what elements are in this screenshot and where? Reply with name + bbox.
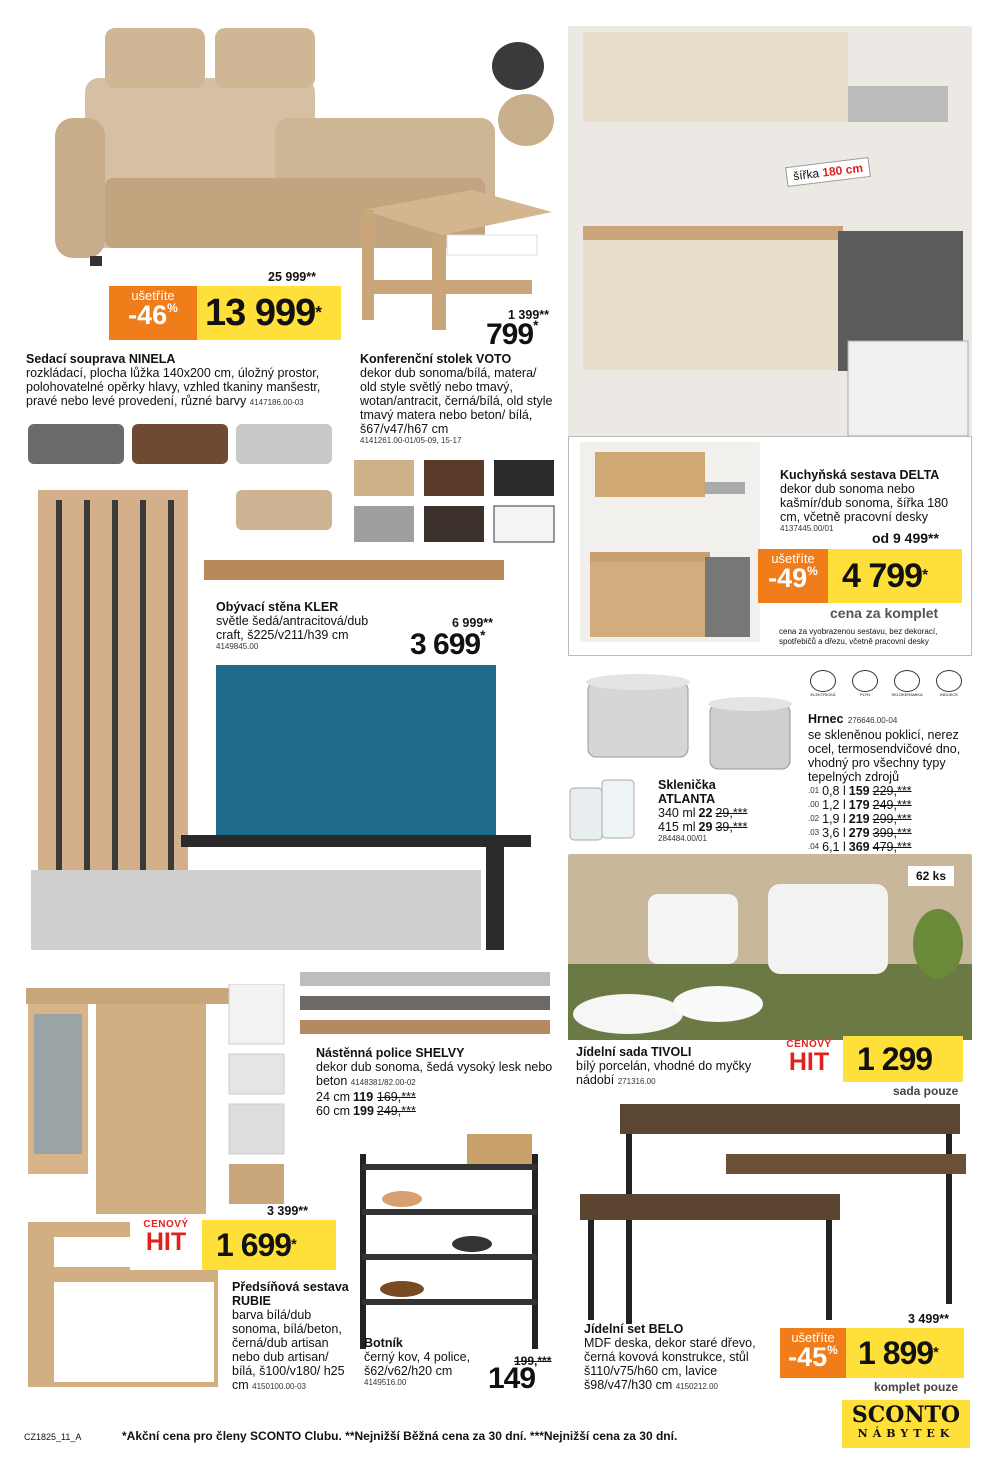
table-row: .03 3,6 l 279 399,***	[808, 826, 912, 840]
dinner-desc: bílý porcelán, vhodné do myčky nádobí 271316.00	[576, 1059, 752, 1087]
belo-title: Jídelní set BELO	[584, 1322, 684, 1336]
table-title: Konferenční stolek VOTO	[360, 352, 512, 366]
dinner-price: 1 299	[843, 1036, 963, 1082]
glass-title: Sklenička ATLANTA	[658, 778, 716, 806]
kitchen-variant-image	[580, 442, 760, 642]
dinner-badge: 62 ks	[908, 866, 954, 886]
kitchen-title: Kuchyňská sestava DELTA	[780, 468, 940, 482]
belo-old-price: 3 499**	[908, 1312, 950, 1326]
kitchen-note: cena za vyobrazenou sestavu, bez dekorací, spotřebičů a dřezu, včetně pracovní desky	[779, 627, 938, 646]
hall-title: Předsíňová sestava RUBIE	[232, 1280, 349, 1308]
dining-set-image	[576, 1104, 976, 1324]
shoe-code: 4149516.00	[364, 1378, 407, 1387]
table-row: 415 ml 29 39,***	[658, 820, 748, 834]
shelves-image	[298, 972, 554, 1038]
table-old-price: 1 399**	[508, 308, 550, 322]
table-price: 799*	[486, 318, 538, 351]
footer-disclaimer: *Akční cena pro členy SCONTO Clubu. **Nejnižší Běžná cena za 30 dní. ***Nejnižší cena za 30 dní.	[122, 1429, 678, 1443]
table-row: 340 ml 22 29,***	[658, 806, 748, 820]
kitchen-set-label: cena za komplet	[830, 605, 939, 621]
pot-price-table	[808, 784, 915, 854]
shoe-rack-image	[352, 1124, 552, 1354]
hob-icons	[806, 670, 966, 704]
wall-unit-image	[26, 490, 546, 950]
table-row: .04 6,1 l 369 479,***	[808, 840, 912, 854]
shelf-desc: dekor dub sonoma, šedá vysoký lesk nebo beton 4148381/82.00-02	[316, 1060, 553, 1088]
pot-desc: se skleněnou poklicí, nerez ocel, termosendvičové dno, vhodný pro všechny typy tepelných zdrojů	[808, 728, 961, 784]
wall-code: 4149845.00	[216, 642, 259, 651]
footer-code: CZ1825_11_A	[24, 1432, 82, 1442]
sofa-old-price: 25 999**	[268, 270, 316, 284]
sofa-save-label: ušetříte	[131, 288, 175, 303]
glass-price-table	[658, 806, 750, 834]
shoe-title: Botník	[364, 1336, 403, 1350]
dinner-note: sada pouze	[893, 1084, 959, 1098]
kitchen-price: 4 799*	[828, 549, 962, 603]
belo-desc: MDF deska, dekor staré dřevo, černá kovová konstrukce, stůl š110/v75/h60 cm, lavice š98/v47/h30 cm 4150212.00	[584, 1336, 756, 1392]
table-code: 4141261.00-01/05-09, 15-17	[360, 436, 462, 445]
kitchen-image	[568, 26, 972, 436]
shelf-price-table	[316, 1090, 419, 1118]
shoe-price: 149	[488, 1362, 536, 1395]
hall-desc: barva bílá/dub sonoma, bílá/beton, černá/dub artisan nebo dub artisan/ bílá, š100/v180/ h25 cm 4150100.00-03	[232, 1308, 345, 1392]
sofa-save-pct: -46	[128, 300, 168, 330]
sofa-title: Sedací souprava NINELA	[26, 352, 176, 366]
belo-price: 1 899*	[846, 1328, 964, 1378]
pot-title: Hrnec 276646.00-04	[808, 712, 898, 726]
table-row: 60 cm 199 249,***	[316, 1104, 416, 1118]
glass-code: 284484.00/01	[658, 834, 707, 843]
electric-hob-icon: ELEKTRICKÁ	[806, 670, 840, 704]
shoe-desc: černý kov, 4 police, š62/v62/h20 cm	[364, 1350, 471, 1378]
wall-title: Obývací stěna KLER	[216, 600, 339, 614]
sofa-desc: rozkládací, plocha lůžka 140x200 cm, úložný prostor, polohovatelné opěrky hlavy, vzhled tkaniny manšestr, pravé nebo levé provedení, různé barvy 4147186.00-03	[26, 366, 321, 408]
fabric-swatch-image	[488, 38, 558, 148]
glasses-image	[568, 776, 638, 846]
ceramic-hob-icon: SKLOKERAMIKA	[890, 670, 924, 704]
table-row: 24 cm 119 169,***	[316, 1090, 416, 1104]
hall-hit-badge: CENOVÝ HIT	[130, 1220, 202, 1270]
induction-hob-icon: INDUKCE	[932, 670, 966, 704]
kitchen-code: 4137445.00/01	[780, 524, 834, 533]
table-row: .00 1,2 l 179 249,***	[808, 798, 912, 812]
belo-note: komplet pouze	[874, 1380, 959, 1394]
hall-set-image	[24, 984, 294, 1214]
hall-old-price: 3 399**	[267, 1204, 309, 1218]
wall-desc: světle šedá/antracitová/dub craft, š225/v211/h39 cm	[216, 614, 369, 642]
kitchen-old-price: od 9 499**	[872, 530, 939, 546]
dinner-hit-badge: CENOVÝ HIT	[775, 1040, 843, 1082]
kitchen-width-tag: šířka 180 cm	[785, 157, 871, 187]
table-desc: dekor dub sonoma/bílá, matera/ old style světlý nebo tmavý, wotan/antracit, černá/bílá, old style tmavý matera nebo beton/ bílá, š67/v47/h67 cm	[360, 366, 553, 436]
gas-hob-icon: PLYN	[848, 670, 882, 704]
sofa-save-badge: ušetříte -46%	[109, 286, 197, 340]
table-row: .01 0,8 l 159 229,***	[808, 784, 912, 798]
dinner-title: Jídelní sada TIVOLI	[576, 1045, 692, 1059]
kitchen-desc: dekor dub sonoma nebo kašmír/dub sonoma, šířka 180 cm, včetně pracovní desky	[780, 482, 949, 524]
hall-price: 1 699*	[202, 1220, 336, 1270]
shelf-title: Nástěnná police SHELVY	[316, 1046, 465, 1060]
wall-old-price: 6 999**	[452, 616, 494, 630]
belo-save-badge: ušetříte -45%	[780, 1328, 846, 1378]
sconto-logo: SCONTO NÁBYTEK	[842, 1400, 970, 1448]
shoe-old-price: 199,***	[514, 1354, 552, 1368]
kitchen-save-badge: ušetříte -49%	[758, 549, 828, 603]
pots-image	[570, 664, 800, 774]
table-row: .02 1,9 l 219 299,***	[808, 812, 912, 826]
wall-price: 3 699*	[410, 628, 485, 661]
sofa-price: 13 999*	[197, 286, 341, 340]
